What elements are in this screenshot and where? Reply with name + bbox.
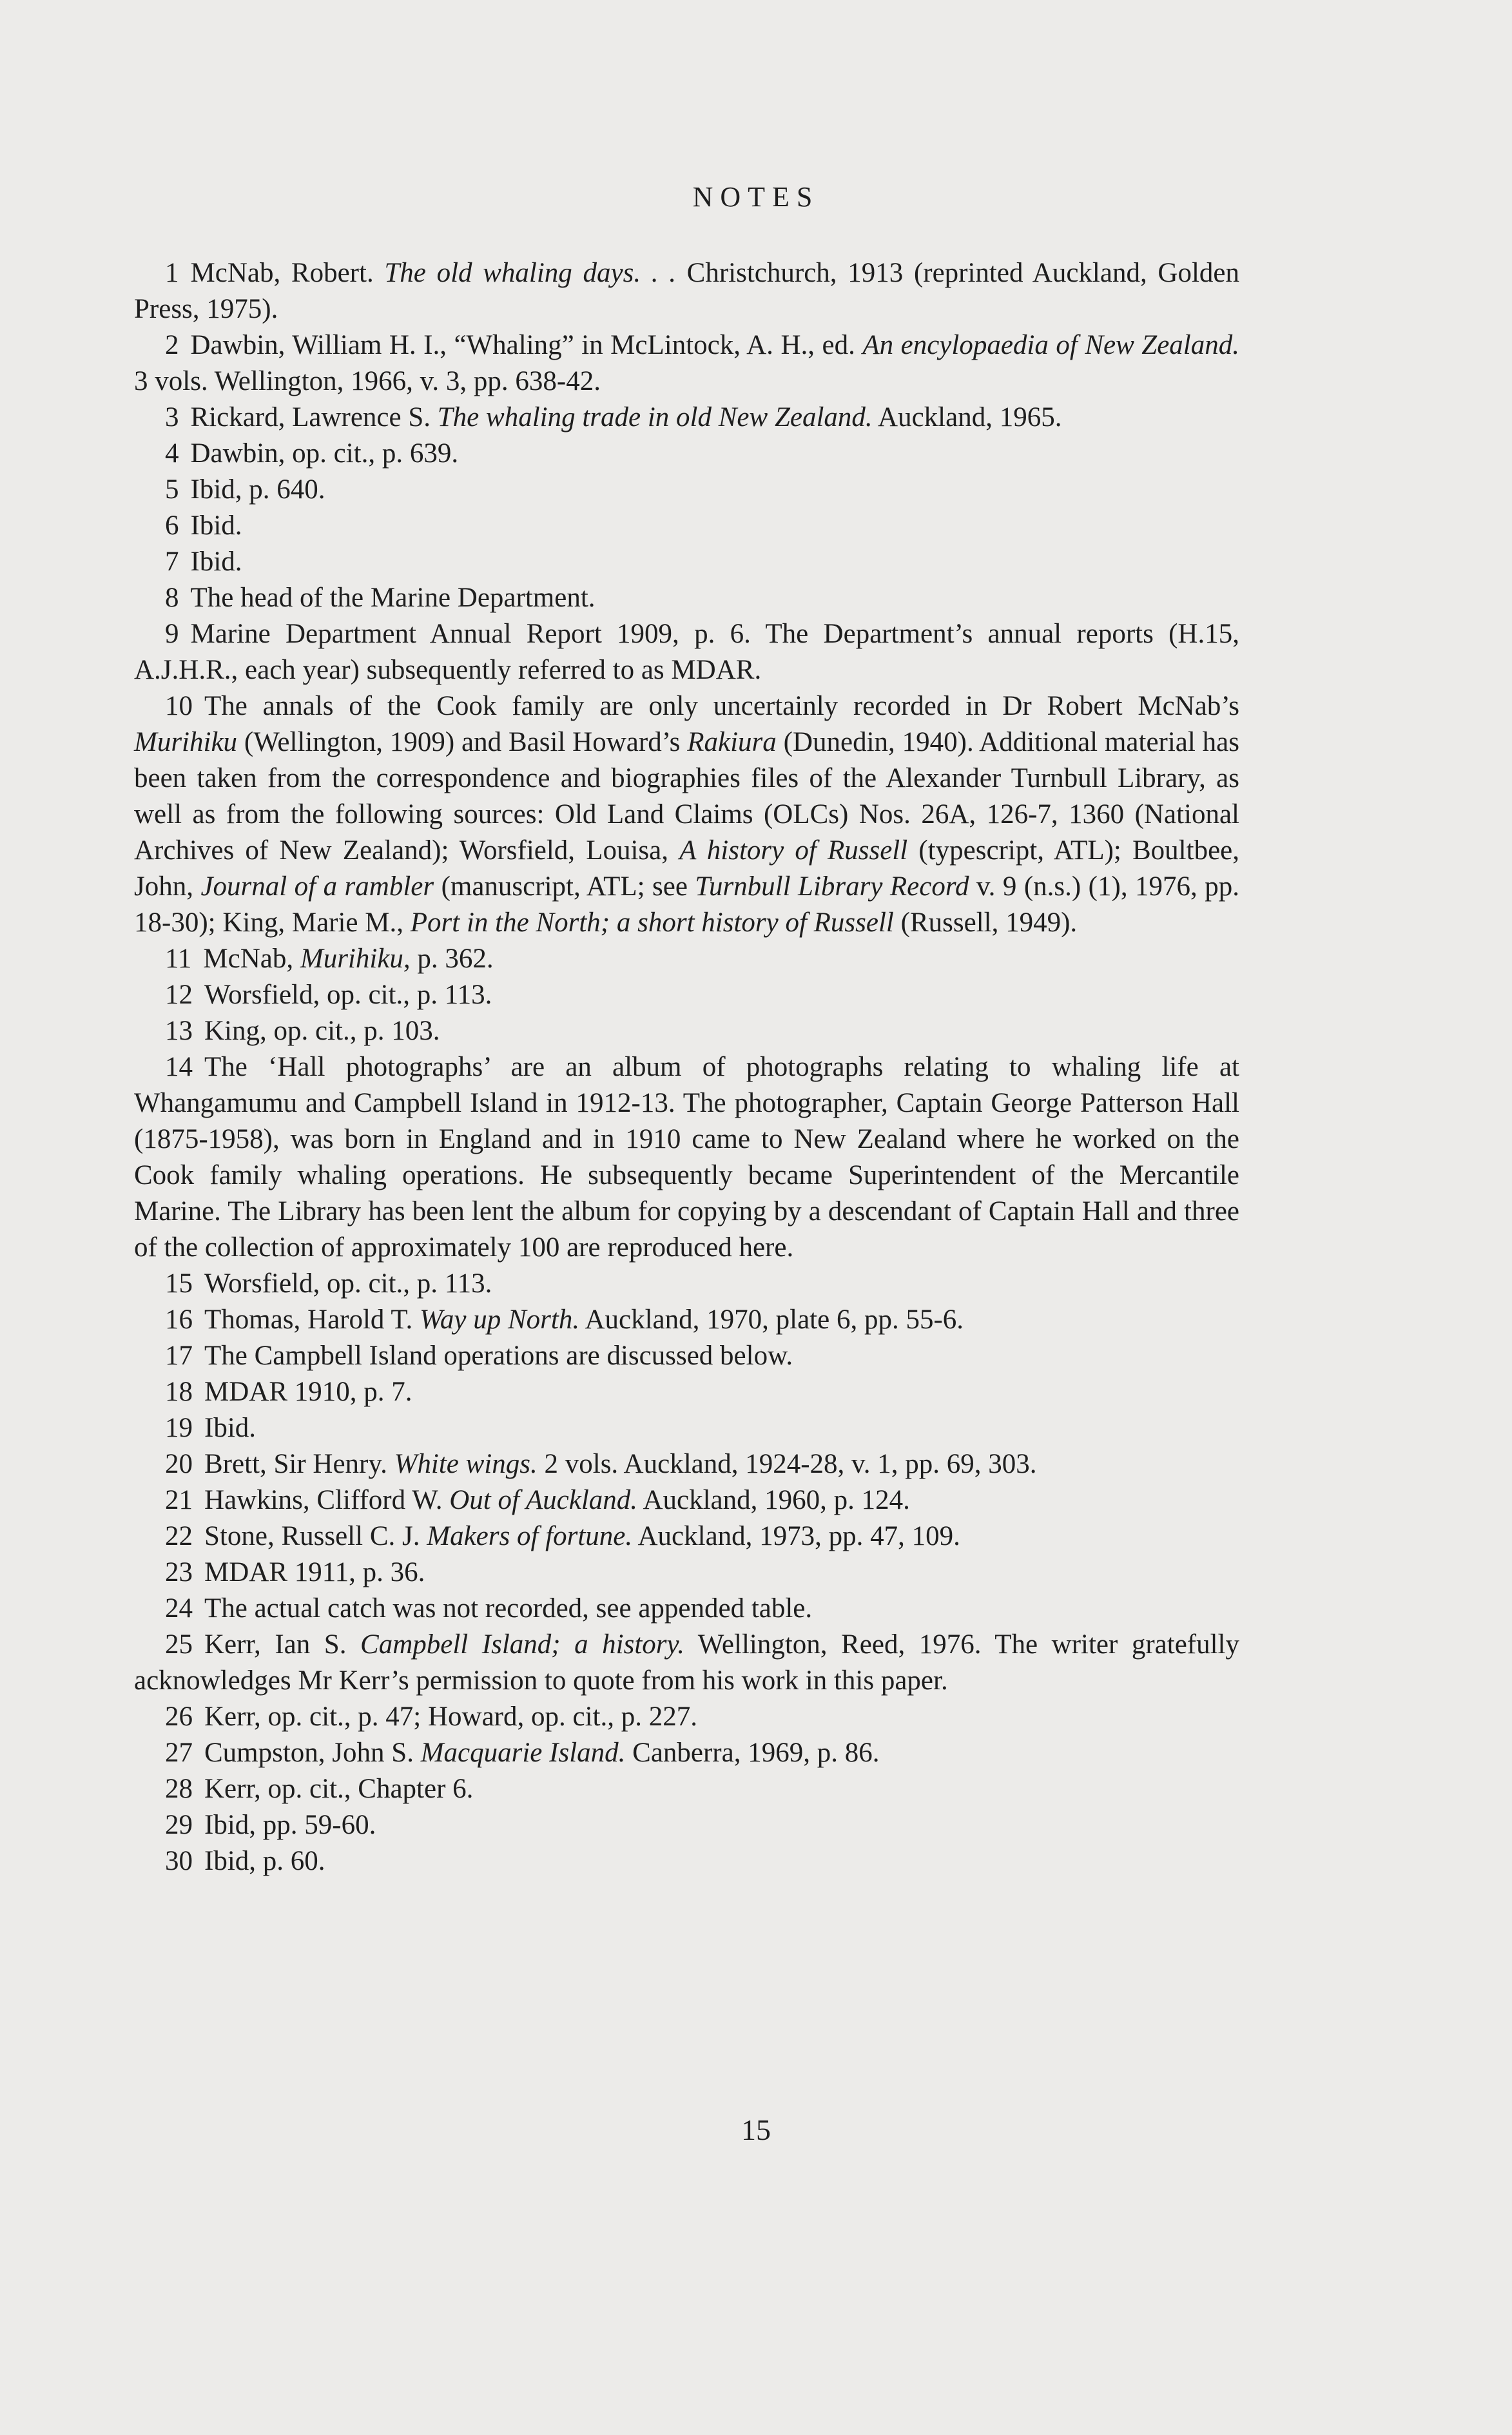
- note-text: Canberra, 1969, p. 86.: [625, 1738, 880, 1768]
- note-number: 7: [165, 547, 179, 577]
- note-text: The ‘Hall photographs’ are an album of photographs relating to whaling life at Whangamumu and Campbell Island in 1912-13. The photographer, Captain George Patterson Hall (1875-1958), was born in England and in 1910 came to New Zealand where he worked on the Cook family whaling operations. He subsequently became Superintendent of the Mercantile Marine. The Library has been lent the album for copying by a descendant of Captain Hall and three of the collection of approximately 100 are reproduced here.: [134, 1052, 1239, 1263]
- note-title-italic: Murihiku,: [300, 944, 411, 974]
- note-item: [134, 255, 1239, 327]
- note-item: [134, 1771, 1239, 1807]
- note-text: Worsfield, op. cit., p. 113.: [204, 980, 492, 1010]
- note-item: [134, 1518, 1239, 1555]
- note-item: [134, 436, 1239, 472]
- note-text: Thomas, Harold T.: [204, 1305, 420, 1335]
- note-text: (Dunedin, 1940). Additional material has been taken from the correspondence and biographies files of the Alexander Turnbull Library, as well as from the following sources: Old Land Claims (OLCs) Nos. 26A, 126-7, 1360 (National Archives of New Zealand); Worsfield, Louisa,: [134, 727, 1239, 866]
- note-number: 26: [165, 1702, 193, 1732]
- note-item: [134, 1338, 1239, 1374]
- note-number: 12: [165, 980, 193, 1010]
- note-number: 28: [165, 1774, 193, 1804]
- note-text: Auckland, 1965.: [872, 402, 1062, 432]
- note-text: 3 vols. Wellington, 1966, v. 3, pp. 638-42.: [134, 366, 601, 396]
- note-item: [134, 1446, 1239, 1482]
- note-text: McNab,: [203, 944, 300, 974]
- note-text: (Wellington, 1909) and Basil Howard’s: [237, 727, 688, 757]
- note-text: Ibid, p. 60.: [204, 1846, 325, 1876]
- note-item: [134, 1374, 1239, 1410]
- note-number: 23: [165, 1557, 193, 1587]
- note-title-italic: Way up North.: [420, 1305, 580, 1335]
- note-text: The Campbell Island operations are discussed below.: [204, 1341, 793, 1371]
- note-item: [134, 400, 1239, 436]
- page-number: 15: [741, 2113, 771, 2146]
- note-text: p. 362.: [410, 944, 494, 974]
- note-text: The actual catch was not recorded, see appended table.: [204, 1593, 813, 1624]
- note-item: [134, 1049, 1239, 1266]
- note-text: Kerr, Ian S.: [204, 1629, 361, 1660]
- note-number: 11: [165, 944, 192, 974]
- note-text: Auckland, 1970, plate 6, pp. 55-6.: [579, 1305, 964, 1335]
- note-number: 9: [165, 619, 179, 649]
- note-number: 27: [165, 1738, 193, 1768]
- note-text: (typescript, ATL); Boultbee, John,: [134, 835, 1239, 902]
- note-text: Ibid.: [190, 547, 242, 577]
- note-number: 17: [165, 1341, 193, 1371]
- note-title-italic: Turnbull Library Record: [695, 871, 969, 902]
- note-item: [134, 472, 1239, 508]
- note-text: Kerr, op. cit., p. 47; Howard, op. cit., p. 227.: [204, 1702, 697, 1732]
- note-title-italic: Journal of a rambler: [200, 871, 434, 902]
- note-title-italic: White wings.: [394, 1449, 538, 1479]
- note-item: [134, 688, 1239, 941]
- note-text: (Russell, 1949).: [893, 907, 1078, 938]
- note-text: Stone, Russell C. J.: [204, 1521, 427, 1551]
- note-text: Auckland, 1960, p. 124.: [637, 1485, 910, 1515]
- note-text: (manuscript, ATL; see: [434, 871, 695, 902]
- note-number: 29: [165, 1810, 193, 1840]
- note-title-italic: Macquarie Island.: [420, 1738, 626, 1768]
- note-title-italic: The old whaling days. . .: [384, 258, 676, 288]
- note-text: Ibid.: [204, 1413, 257, 1443]
- note-number: 15: [165, 1268, 193, 1299]
- note-item: [134, 1266, 1239, 1302]
- note-text: Ibid.: [190, 510, 242, 541]
- note-title-italic: Campbell Island; a history.: [360, 1629, 685, 1660]
- note-text: Dawbin, op. cit., p. 639.: [190, 438, 459, 469]
- page-title: NOTES: [692, 181, 820, 213]
- note-item: [134, 1302, 1239, 1338]
- note-title-italic: Rakiura: [687, 727, 777, 757]
- note-text: Christchurch, 1913 (reprinted Auckland, Golden Press, 1975).: [134, 258, 1239, 324]
- note-item: [134, 1410, 1239, 1446]
- note-text: MDAR 1910, p. 7.: [204, 1377, 412, 1407]
- note-number: 8: [165, 583, 179, 613]
- note-item: [134, 580, 1239, 616]
- note-title-italic: Out of Auckland.: [449, 1485, 638, 1515]
- note-title-italic: The whaling trade in old New Zealand.: [437, 402, 873, 432]
- note-text: MDAR 1911, p. 36.: [204, 1557, 425, 1587]
- notes-list: [134, 255, 1239, 1879]
- note-item: [134, 1591, 1239, 1627]
- note-number: 2: [165, 330, 179, 360]
- note-text: King, op. cit., p. 103.: [204, 1016, 440, 1046]
- note-text: Auckland, 1973, pp. 47, 109.: [632, 1521, 960, 1551]
- note-number: 5: [165, 474, 179, 505]
- note-item: [134, 1843, 1239, 1879]
- note-item: [134, 941, 1239, 977]
- note-number: 18: [165, 1377, 193, 1407]
- note-title-italic: Murihiku: [134, 727, 238, 757]
- note-item: [134, 1555, 1239, 1591]
- note-text: Hawkins, Clifford W.: [204, 1485, 450, 1515]
- note-item: [134, 1482, 1239, 1518]
- note-number: 4: [165, 438, 179, 469]
- note-item: [134, 544, 1239, 580]
- note-text: 2 vols. Auckland, 1924-28, v. 1, pp. 69, 303.: [537, 1449, 1037, 1479]
- note-title-italic: Makers of fortune.: [427, 1521, 633, 1551]
- note-number: 30: [165, 1846, 193, 1876]
- note-text: Worsfield, op. cit., p. 113.: [204, 1268, 492, 1299]
- note-title-italic: A history of Russell: [679, 835, 908, 866]
- note-number: 19: [165, 1413, 193, 1443]
- note-number: 24: [165, 1593, 193, 1624]
- note-number: 6: [165, 510, 179, 541]
- note-text: Kerr, op. cit., Chapter 6.: [204, 1774, 474, 1804]
- note-text: The annals of the Cook family are only uncertainly recorded in Dr Robert McNab’s: [204, 691, 1239, 721]
- note-text: Dawbin, William H. I., “Whaling” in McLintock, A. H., ed.: [190, 330, 863, 360]
- note-text: Rickard, Lawrence S.: [190, 402, 438, 432]
- note-number: 13: [165, 1016, 193, 1046]
- note-item: [134, 508, 1239, 544]
- note-text: Brett, Sir Henry.: [204, 1449, 394, 1479]
- note-item: [134, 1013, 1239, 1049]
- note-number: 10: [165, 691, 193, 721]
- note-number: 3: [165, 402, 179, 432]
- note-text: Cumpston, John S.: [204, 1738, 421, 1768]
- note-item: [134, 1627, 1239, 1699]
- note-number: 22: [165, 1521, 193, 1551]
- note-text: Ibid, pp. 59-60.: [204, 1810, 376, 1840]
- note-number: 1: [165, 258, 179, 288]
- note-number: 21: [165, 1485, 193, 1515]
- note-item: [134, 327, 1239, 400]
- note-text: The head of the Marine Department.: [190, 583, 596, 613]
- note-text: Wellington, Reed, 1976. The writer gratefully acknowledges Mr Kerr’s permission to quote from his work in this paper.: [134, 1629, 1240, 1696]
- note-item: [134, 977, 1239, 1013]
- note-number: 20: [165, 1449, 193, 1479]
- note-text: McNab, Robert.: [190, 258, 385, 288]
- note-number: 14: [165, 1052, 193, 1082]
- note-number: 16: [165, 1305, 193, 1335]
- note-text: v. 9 (n.s.) (1), 1976, pp. 18-30); King, Marie M.,: [134, 871, 1239, 938]
- note-item: [134, 1699, 1239, 1735]
- note-title-italic: Port in the North; a short history of Russell: [410, 907, 894, 938]
- note-text: Ibid, p. 640.: [190, 474, 325, 505]
- note-item: [134, 1807, 1239, 1843]
- note-item: [134, 616, 1239, 688]
- note-title-italic: An encylopaedia of New Zealand.: [862, 330, 1240, 360]
- note-number: 25: [165, 1629, 193, 1660]
- note-item: [134, 1735, 1239, 1771]
- note-text: Marine Department Annual Report 1909, p. 6. The Department’s annual reports (H.15, A.J.H.R., each year) subsequently referred to as MDAR.: [134, 619, 1239, 685]
